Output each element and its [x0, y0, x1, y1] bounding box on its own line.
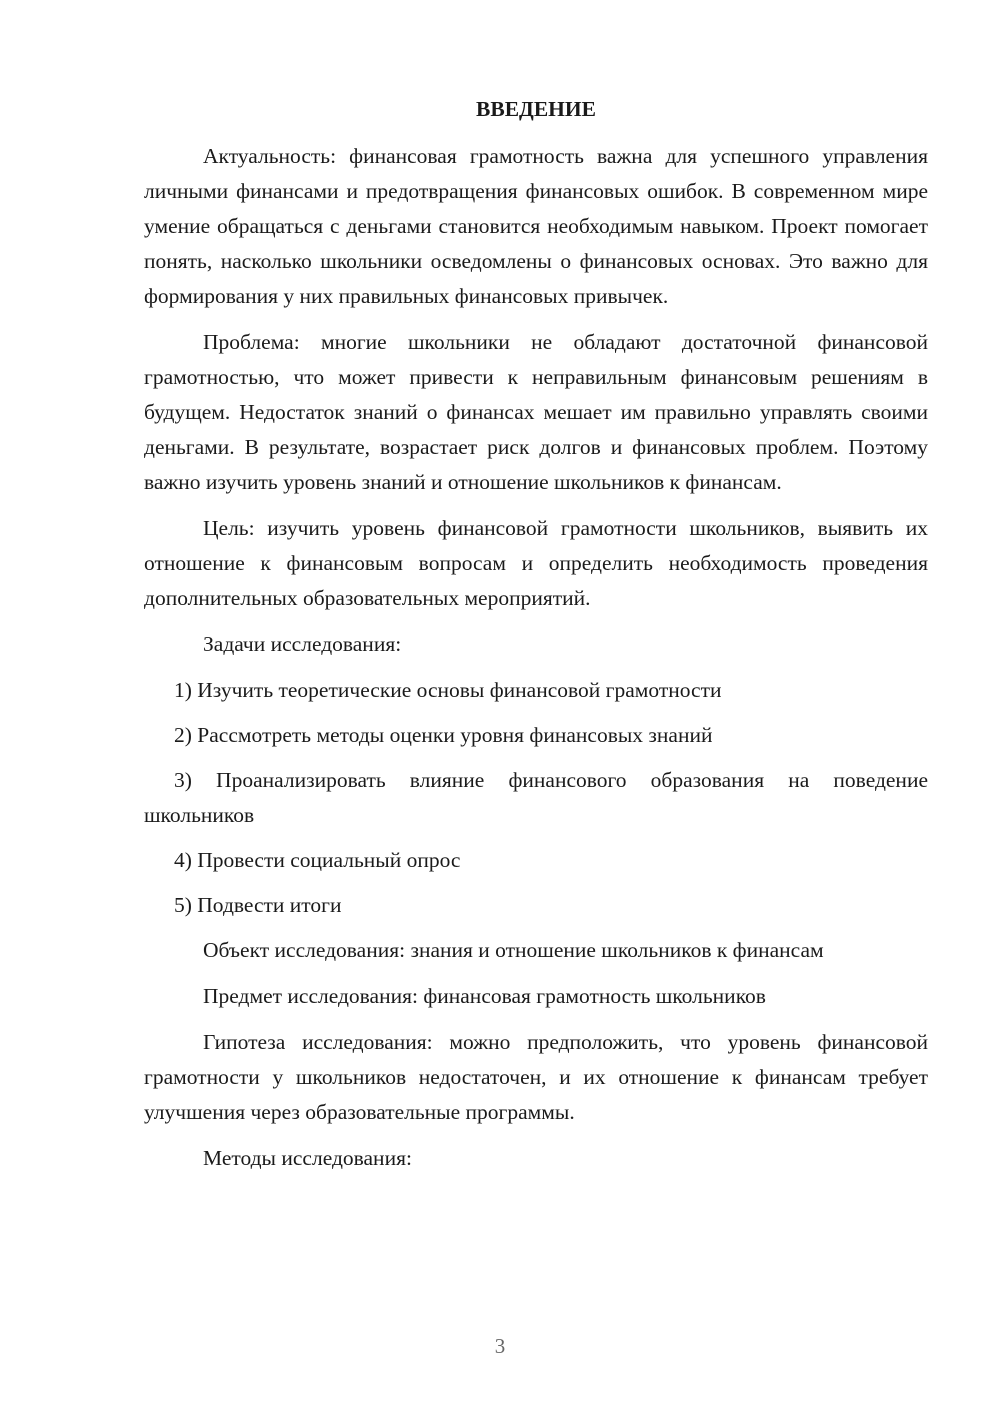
page-number: 3	[494, 1334, 506, 1358]
task-item-1: 1) Изучить теоретические основы финансовой грамотности	[174, 678, 722, 702]
task-item-2: 2) Рассмотреть методы оценки уровня финансовых знаний	[174, 723, 713, 747]
document-page	[144, 92, 928, 1187]
paragraph-hypothesis: Гипотеза исследования: можно предположить, что уровень финансовой грамотности у школьников недостаточен, и их отношение к финансам требует улучшения через образовательные программы.	[144, 1030, 928, 1124]
section-heading: ВВЕДЕНИЕ	[476, 97, 596, 121]
paragraph-goal: Цель: изучить уровень финансовой грамотности школьников, выявить их отношение к финансовым вопросам и определить необходимость проведения дополнительных образовательных мероприятий.	[144, 516, 928, 610]
paragraph-relevance: Актуальность: финансовая грамотность важна для успешного управления личными финансами и предотвращения финансовых ошибок. В современном мире умение обращаться с деньгами становится необходимым навыком. Проект помогает понять, насколько школьники осведомлены о финансовых основах. Это важно для формирования у них правильных финансовых привычек.	[144, 144, 928, 308]
task-item-3: 3) Проанализировать влияние финансового образования на поведение школьников	[144, 768, 928, 827]
task-item-4: 4) Провести социальный опрос	[174, 848, 461, 872]
paragraph-tasks-intro: Задачи исследования:	[203, 632, 402, 656]
paragraph-methods: Методы исследования:	[203, 1146, 412, 1170]
paragraph-subject: Предмет исследования: финансовая грамотность школьников	[203, 984, 766, 1008]
paragraph-object: Объект исследования: знания и отношение школьников к финансам	[203, 938, 824, 962]
task-item-5: 5) Подвести итоги	[174, 893, 342, 917]
paragraph-problem: Проблема: многие школьники не обладают достаточной финансовой грамотностью, что может привести к неправильным финансовым решениям в будущем. Недостаток знаний о финансах мешает им правильно управлять своими деньгами. В результате, возрастает риск долгов и финансовых проблем. Поэтому важно изучить уровень знаний и отношение школьников к финансам.	[144, 330, 928, 494]
